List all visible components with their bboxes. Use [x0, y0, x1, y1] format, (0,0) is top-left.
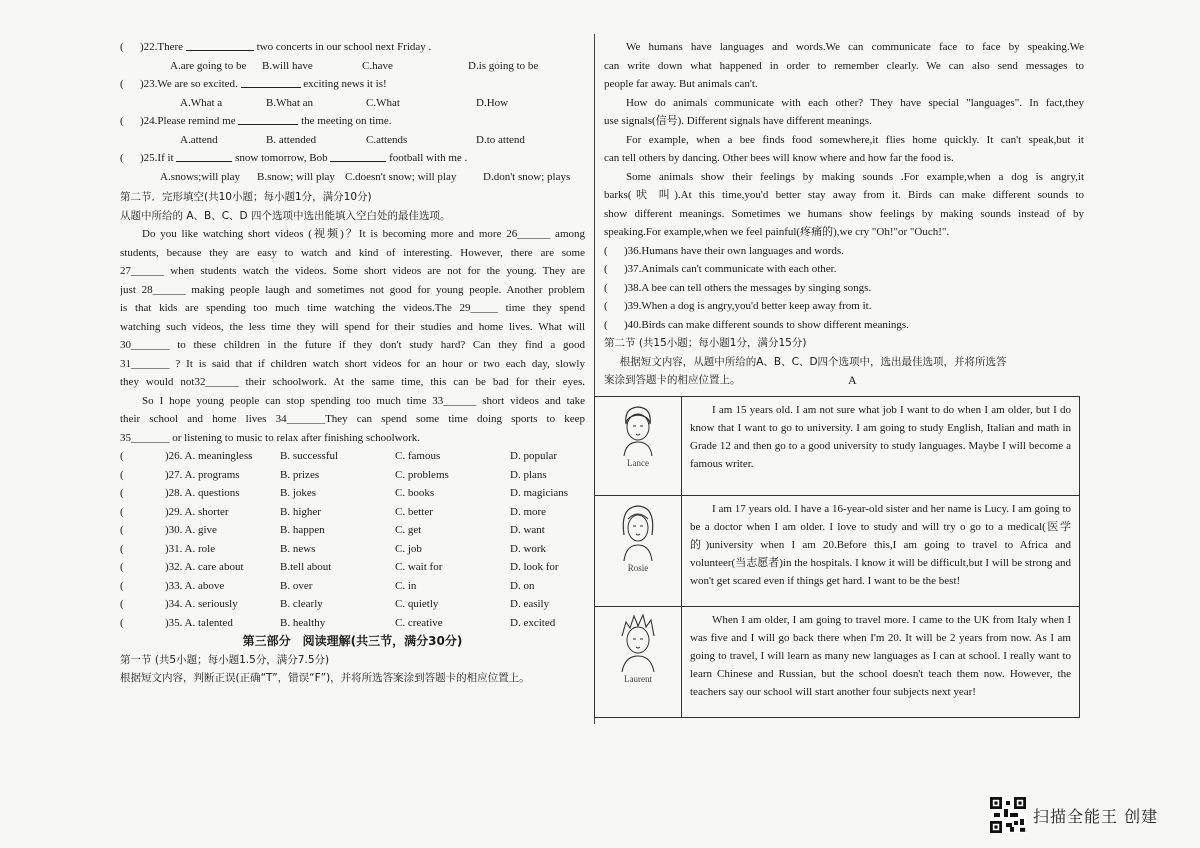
- part-3-title: 第三部分 阅读理解(共三节，满分30分): [242, 634, 463, 648]
- person-row-laurent: [595, 607, 1080, 718]
- question-23: ( )23.We are so excited. exciting news it is!: [120, 78, 387, 90]
- right-column: [604, 38, 1084, 390]
- portrait-cell: [595, 496, 682, 607]
- persons-table: [594, 396, 1080, 718]
- cloze-row: ( )34. A. seriously B. clearly C. quietly D. easily: [120, 598, 550, 610]
- section-2-title: 第二节．完形填空(共10小题；每小题1分，满分10分): [120, 191, 372, 203]
- tf-question: ( )39.When a dog is angry,you'd better keep away from it.: [604, 300, 872, 312]
- cloze-row: ( )35. A. talented B. healthy C. creative D. excited: [120, 616, 556, 629]
- left-column: [120, 38, 585, 688]
- passage-letter: A: [848, 373, 857, 387]
- person-portrait-icon: [616, 612, 660, 672]
- reading-section-2-instructions: 根据短文内容，从题中所给的A、B、C、D四个选项中，选出最佳选项，并将所选答: [619, 355, 1007, 368]
- question-24-options: A.attend B. attended C.attends D.to attend: [180, 133, 525, 146]
- section-2-instructions: 从题中所给的 A、B、C、D 四个选项中选出能填入空白处的最佳选项。: [120, 209, 451, 222]
- tf-question: ( )38.A bee can tell others the messages by singing songs.: [604, 281, 872, 294]
- reading-section-2-instructions-cont: 案涂到答题卡的相应位置上。 A: [604, 371, 1084, 390]
- question-22-options: A.are going to be B.will have C.have D.is going to be: [170, 59, 539, 72]
- cloze-options: [120, 447, 585, 632]
- cloze-passage: Do you like watching short videos (视频)？It is becoming more and more 26______ among students, because they are easy to watch and kind of interesting. However, there are some 27______ when students watch the videos. Some short videos are not for the young. They are just 28______ making people laugh and sometimes not good for young people. Another problem is that kids are spending too much time watching the videos.The 29_____ time they spend watching such videos, the less time they will spend for their studies and home lives. What will 30_______ to these children in the future if they don't study hard? Can they find a good 31_______ ? It is said that if children watch short videos for an hour or two each day, slowly they would not32______ their schoolwork. At the same time, this can be bad for their eyes. So I hope young people can stop spending too much time 33______ short videos and take their school and home lives 34_______They can spend some time doing sports to keep 35_______ or listening to music to relax after finishing schoolwork.: [120, 228, 585, 444]
- tf-question: ( )36.Humans have their own languages and words.: [604, 244, 844, 257]
- cloze-row: ( )31. A. role B. news C. job D. work: [120, 542, 547, 555]
- person-name: Rosie: [627, 563, 649, 573]
- question-23-options: A.What a B.What an C.What D.How: [180, 96, 509, 109]
- person-name: Lance: [627, 458, 649, 468]
- question-24: ( )24.Please remind me the meeting on time.: [120, 115, 392, 127]
- scanner-watermark: 扫描全能王 创建: [1033, 807, 1159, 826]
- reading-section-2-title: 第二节 (共15小题；每小题1分，满分15分): [604, 337, 807, 349]
- portrait-cell: [595, 607, 682, 718]
- person-text: I am 17 years old. I have a 16-year-old sister and her name is Lucy. I am going to be a doctor when I am older. I love to study and will try o go to a medical(医学的)university when I am 20.Before this,I am going to travel to Africa and volunteer(当志愿者)in the hospitals. I know it will be difficult,but I will be strong and won't get scared even if things get hard. I want to be the best!: [682, 496, 1080, 607]
- person-name: Laurent: [624, 674, 652, 684]
- qr-code-icon: [990, 797, 1026, 833]
- cloze-row: ( )28. A. questions B. jokes C. books D. magicians: [120, 487, 569, 499]
- tf-question: ( )40.Birds can make different sounds to show different meanings.: [604, 318, 909, 331]
- person-text: I am 15 years old. I am not sure what job I want to do when I am older, but I do know that I want to go to university. I am going to study English, Italian and math in Grade 12 and then go to a good university to study languages. Maybe I will become a famous writer.: [682, 397, 1080, 496]
- cloze-row: ( )29. A. shorter B. higher C. better D. more: [120, 505, 547, 518]
- cloze-row: ( )32. A. care about B.tell about C. wait for D. look for: [120, 561, 559, 573]
- person-row-rosie: [595, 496, 1080, 607]
- person-row-lance: [595, 397, 1080, 496]
- question-25: ( )25.If it snow tomorrow, Bob football with me .: [120, 152, 468, 164]
- person-portrait-icon: [616, 402, 660, 456]
- cloze-row: ( )27. A. programs B. prizes C. problems D. plans: [120, 468, 547, 481]
- cloze-row: ( )30. A. give B. happen C. get D. want: [120, 524, 545, 536]
- person-portrait-icon: [616, 501, 660, 561]
- reading-section-1-instructions: 根据短文内容，判断正误(正确“T”，错误“F”)，并将所选答案涂到答题卡的相应位置上。: [120, 672, 530, 684]
- reading-passage: We humans have languages and words.We can communicate face to face by speaking.We can write down what happened in order to remember clearly. We can also send messages to people far away. But animals can't. How do animals communicate with each other? They have special "languages". In fact,they use signals(信号). Different signals have different meanings. For example, when a bee finds food somewhere,it flies home quickly. It can't speak,but it can tell others by dancing. Other bees will know where and how far the food is. Some animals show their feelings by making sounds .For example,when a dog is angry,it barks(吠 叫).At this time,you'd better stay away from it. Birds can make different sounds to show different meanings. Sometimes we humans show feelings by making sounds instead of by speaking.For example,when we feel painful(疼痛的),we cry "Oh!"or "Ouch!".: [604, 41, 1084, 238]
- true-false-questions: [604, 242, 1084, 335]
- cloze-row: ( )26. A. meaningless B. successful C. famous D. popular: [120, 450, 558, 462]
- reading-section-1-title: 第一节 (共5小题；每小题1.5分，满分7.5分): [120, 653, 330, 666]
- person-text: When I am older, I am going to travel more. I came to the UK from Italy when I was five and I will go back there when I'm 20. It will be 2 years from now. As I am going to travel, I will learn as many new languages as I can at school. I really want to learn Chinese and Russian, but the school doesn't teach them now. However, the teachers say our school will start another four subjects next year!: [682, 607, 1080, 718]
- cloze-row: ( )33. A. above B. over C. in D. on: [120, 579, 535, 592]
- question-22: ( )22.There two concerts in our school next Friday .: [120, 41, 432, 53]
- portrait-cell: [595, 397, 682, 496]
- tf-question: ( )37.Animals can't communicate with each other.: [604, 263, 837, 275]
- question-25-options: A.snows;will play B.snow; will play C.doesn't snow; will play D.don't snow; plays: [160, 170, 571, 183]
